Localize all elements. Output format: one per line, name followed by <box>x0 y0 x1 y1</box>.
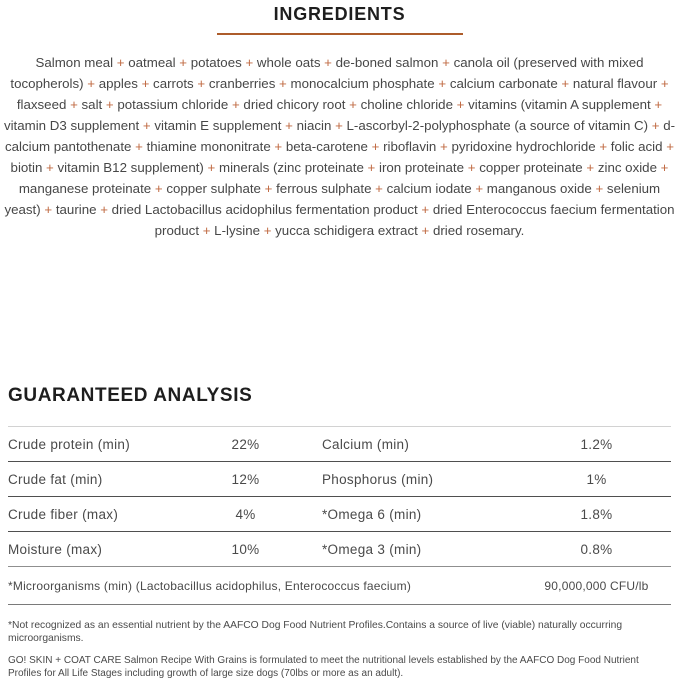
plus-separator: + <box>417 223 433 238</box>
plus-separator: + <box>434 76 450 91</box>
plus-separator: + <box>557 76 573 91</box>
analysis-table <box>8 426 671 605</box>
nutrient-label: *Omega 3 (min) <box>322 541 422 557</box>
nutrient-value: 1.8% <box>580 506 613 522</box>
nutrient-value: 0.8% <box>580 541 613 557</box>
nutrient-value: 1.2% <box>580 436 613 452</box>
nutrient-label: *Omega 6 (min) <box>322 506 422 522</box>
table-row <box>8 496 671 531</box>
plus-separator: + <box>260 223 276 238</box>
plus-separator: + <box>270 139 286 154</box>
plus-separator: + <box>275 76 291 91</box>
nutrient-label: Crude fat (min) <box>8 471 103 487</box>
plus-separator: + <box>320 55 336 70</box>
nutrient-label: Crude protein (min) <box>8 436 130 452</box>
guaranteed-analysis-heading: GUARANTEED ANALYSIS <box>8 385 253 406</box>
table-row <box>8 461 671 496</box>
plus-separator: + <box>650 97 663 112</box>
plus-separator: + <box>203 160 219 175</box>
nutrient-value: 1% <box>586 471 607 487</box>
nutrient-value: 90,000,000 CFU/lb <box>544 578 649 593</box>
plus-separator: + <box>345 97 361 112</box>
aafco-statement: GO! SKIN + COAT CARE Salmon Recipe With Grains is formulated to meet the nutritional levels established by the AAFCO Dog Food Nutrient Profiles for All Life Stages including growth of large size dogs (70lbs or more as an adult). <box>8 655 639 679</box>
plus-separator: + <box>436 139 452 154</box>
plus-separator: + <box>139 118 155 133</box>
footnote-text: *Not recognized as an essential nutrient by the AAFCO Dog Food Nutrient Profiles.Contains a source of live (viable) naturally occurring microorganisms. <box>8 620 623 644</box>
table-row <box>8 426 671 461</box>
plus-separator: + <box>591 181 607 196</box>
plus-separator: + <box>113 55 129 70</box>
nutrient-value: 4% <box>235 506 256 522</box>
plus-separator: + <box>363 160 380 175</box>
nutrient-label: *Microorganisms (min) (Lactobacillus acidophilus, Enterococcus faecium) <box>8 578 412 593</box>
nutrient-label: Phosphorus (min) <box>322 471 434 487</box>
plus-separator: + <box>367 139 384 154</box>
table-row-microorganisms <box>8 566 671 605</box>
nutrient-value: 10% <box>231 541 260 557</box>
plus-separator: + <box>452 97 469 112</box>
plus-separator: + <box>648 118 664 133</box>
nutrient-label: Moisture (max) <box>8 541 103 557</box>
plus-separator: + <box>96 202 112 217</box>
plus-separator: + <box>83 76 99 91</box>
nutrient-label: Calcium (min) <box>322 436 410 452</box>
plus-separator: + <box>137 76 154 91</box>
plus-separator: + <box>464 160 480 175</box>
plus-separator: + <box>131 139 147 154</box>
plus-separator: + <box>175 55 191 70</box>
plus-separator: + <box>102 97 118 112</box>
guaranteed-analysis-section <box>0 386 679 680</box>
plus-separator: + <box>371 181 387 196</box>
plus-separator: + <box>199 223 215 238</box>
ingredients-text: Salmon meal + oatmeal + potatoes + whole oats + de-boned salmon + canola oil (preserved with mixed tocopherols) + apples + carrots + cranberries + monocalcium phosphate + calcium carbonate + natural flavour + flaxseed + salt + potassium chloride + dried chicory root + choline chloride + vitamins (vitamin A supplement + vitamin D3 supplement + vitamin E supplement + niacin + L-ascorbyl-2-polyphosphate (a source of vitamin C) + d-calcium pantothenate + thiamine mononitrate + beta-carotene + riboflavin + pyridoxine hydrochloride + folic acid + biotin + vitamin B12 supplement) + minerals (zinc proteinate + iron proteinate + copper proteinate + zinc oxide + manganese proteinate + copper sulphate + ferrous sulphate + calcium iodate + manganous oxide + selenium yeast) + taurine + dried Lactobacillus acidophilus fermentation product + dried Enterococcus faecium fermentation product + L-lysine + yucca schidigera extract + dried rosemary. <box>3 55 676 238</box>
ingredients-section <box>0 0 679 241</box>
plus-separator: + <box>281 118 297 133</box>
table-row <box>8 531 671 566</box>
plus-separator: + <box>193 76 209 91</box>
plus-separator: + <box>260 181 277 196</box>
nutrient-value: 22% <box>231 436 260 452</box>
plus-separator: + <box>151 181 167 196</box>
plus-separator: + <box>42 160 58 175</box>
plus-separator: + <box>228 97 244 112</box>
plus-separator: + <box>662 139 674 154</box>
heading-underline <box>217 33 463 35</box>
plus-separator: + <box>331 118 347 133</box>
ingredients-heading: INGREDIENTS <box>273 4 406 24</box>
nutrient-label: Crude fiber (max) <box>8 506 119 522</box>
plus-separator: + <box>471 181 487 196</box>
plus-separator: + <box>438 55 454 70</box>
nutrient-value: 12% <box>231 471 260 487</box>
plus-separator: + <box>582 160 598 175</box>
plus-separator: + <box>66 97 82 112</box>
plus-separator: + <box>417 202 433 217</box>
plus-separator: + <box>656 160 669 175</box>
plus-separator: + <box>595 139 611 154</box>
plus-separator: + <box>40 202 56 217</box>
plus-separator: + <box>657 76 669 91</box>
plus-separator: + <box>241 55 257 70</box>
